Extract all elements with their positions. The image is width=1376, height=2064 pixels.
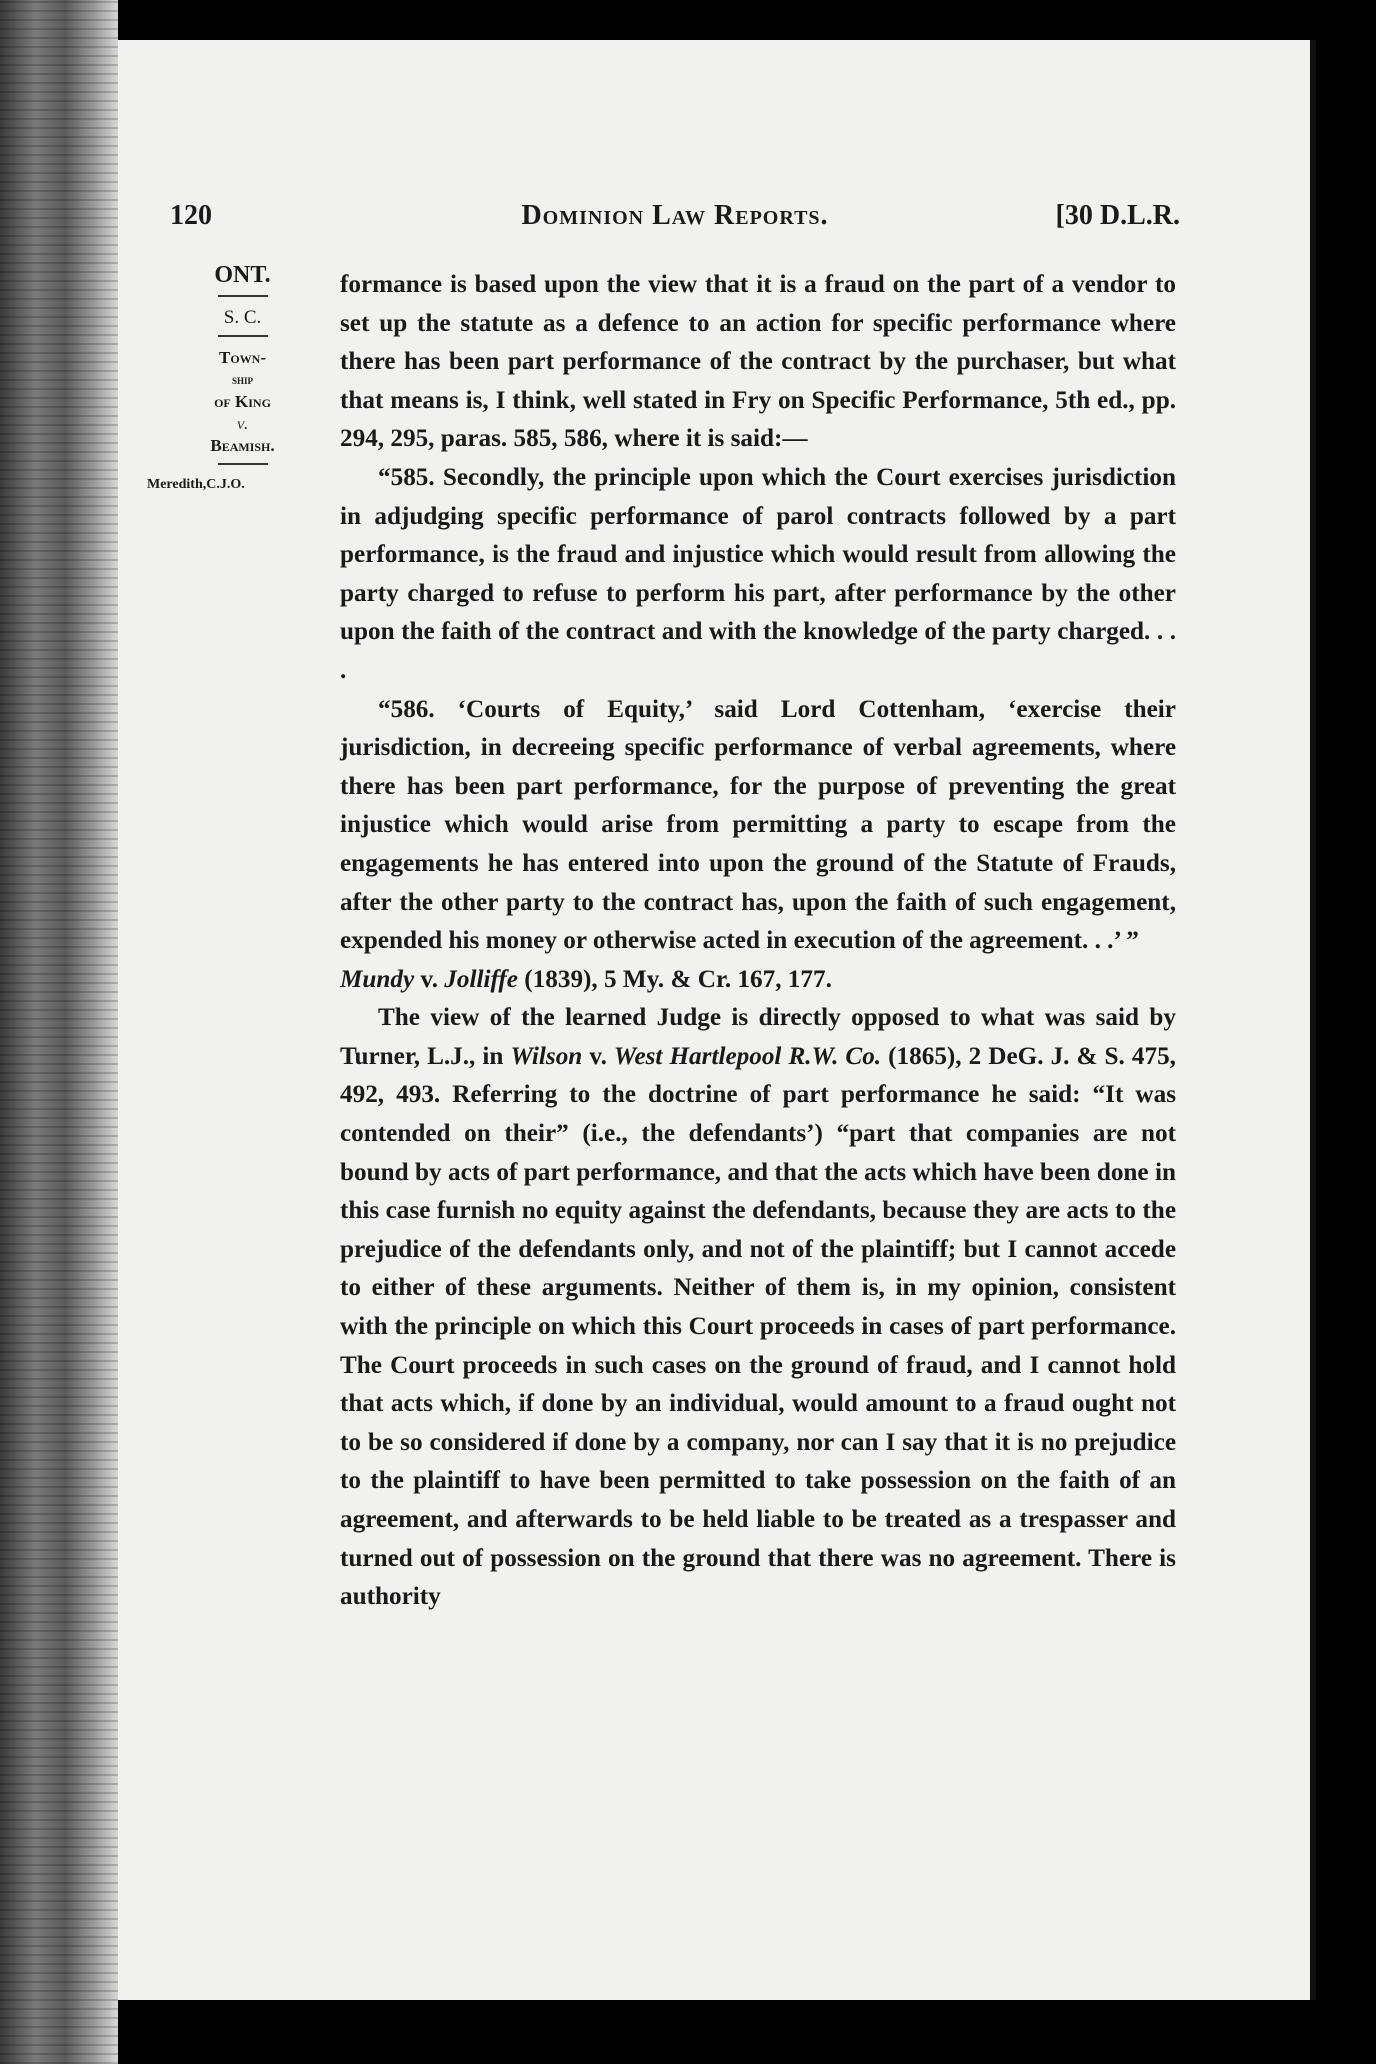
versus: v. [414,965,445,993]
page-number: 120 [170,200,212,231]
text-span: The view of the learned Judge is directly opposed to what was said by Turner, L.J., in [340,1004,1176,1070]
case-party: Mundy [340,965,415,993]
judge-name: Meredith,C.J.O. [147,477,245,492]
divider [218,295,268,297]
case-name [165,347,320,457]
case-party: West Hartlepool R.W. Co. [613,1042,882,1070]
divider [218,335,268,337]
court: S. C. [223,307,262,328]
versus: v. [582,1042,614,1070]
paragraph [340,999,1176,1617]
margin-note [147,262,320,493]
case-line: Town- [219,348,266,367]
case-party: Wilson [510,1042,583,1070]
journal-title: Dominion Law Reports. [521,200,829,231]
case-line: of King [214,392,271,411]
case-line: ship [231,372,253,387]
facing-page-edge [1310,40,1316,2000]
case-line: Beamish. [210,436,275,455]
divider [218,463,268,465]
paragraph: formance is based upon the view that it is a fraud on the part of a vendor to set up the statute as a defence to an action for specific performance where there has been part performance of the contract by the purchaser, but what that means is, I think, well stated in Fry on Specific Performance, 5th ed., pp. 294, 295, paras. 585, 586, where it is said:— [340,271,1176,453]
paragraph: “586. ‘Courts of Equity,’ said Lord Cottenham, ‘exercise their jurisdiction, in decreeing specific performance of verbal agreements, where there has been part performance, for the purpose of preventing the great injustice which would arise from permitting a party to escape from the engagements he has entered into upon the ground of the Statute of Frauds, after the other party to the contract has, upon the faith of such engagement, expended his money or otherwise acted in execution of the agreement. . .’ ” [340,695,1176,955]
book-binding [0,0,118,2064]
body-text [340,266,1176,1617]
paragraph: “585. Secondly, the principle upon which the Court exercises jurisdiction in adjudging specific performance of parol contracts followed by a part performance, is the fraud and injustice which would result from allowing the party charged to refuse to perform his part, after performance by the other upon the faith of the contract and with the knowledge of the party charged. . . . [340,463,1176,684]
volume-label: [30 D.L.R. [1055,200,1180,231]
case-line: v. [236,414,249,433]
text-span: (1865), 2 DeG. J. & S. 475, 492, 493. Referring to the doctrine of part performance he said: “It was contended on their” (i.e., the defendants’) “part that companies are not bound by acts of part performance, and that the acts which have been done in this case furnish no equity against the defendants, because they are acts to the prejudice of the defendants only, and not of the plaintiff; but I cannot accede to either of these arguments. Neither of them is, in my opinion, consistent with the principle on which this Court proceeds in cases of part performance. The Court proceeds in such cases on the ground of fraud, and I cannot hold that acts which, if done by an individual, would amount to a fraud ought not to be so considered if done by a company, nor can I say that it is no prejudice to the plaintiff to have been permitted to take possession on the faith of an agreement, and afterwards to be held liable to be treated as a trespasser and turned out of possession on the ground that there was no agreement. There is authority [340,1042,1176,1611]
case-party: Jolliffe [444,965,518,993]
jurisdiction: ONT. [214,262,271,288]
citation-ref: (1839), 5 My. & Cr. 167, 177. [517,965,832,993]
running-header [170,200,1180,240]
citation [340,961,1176,1000]
